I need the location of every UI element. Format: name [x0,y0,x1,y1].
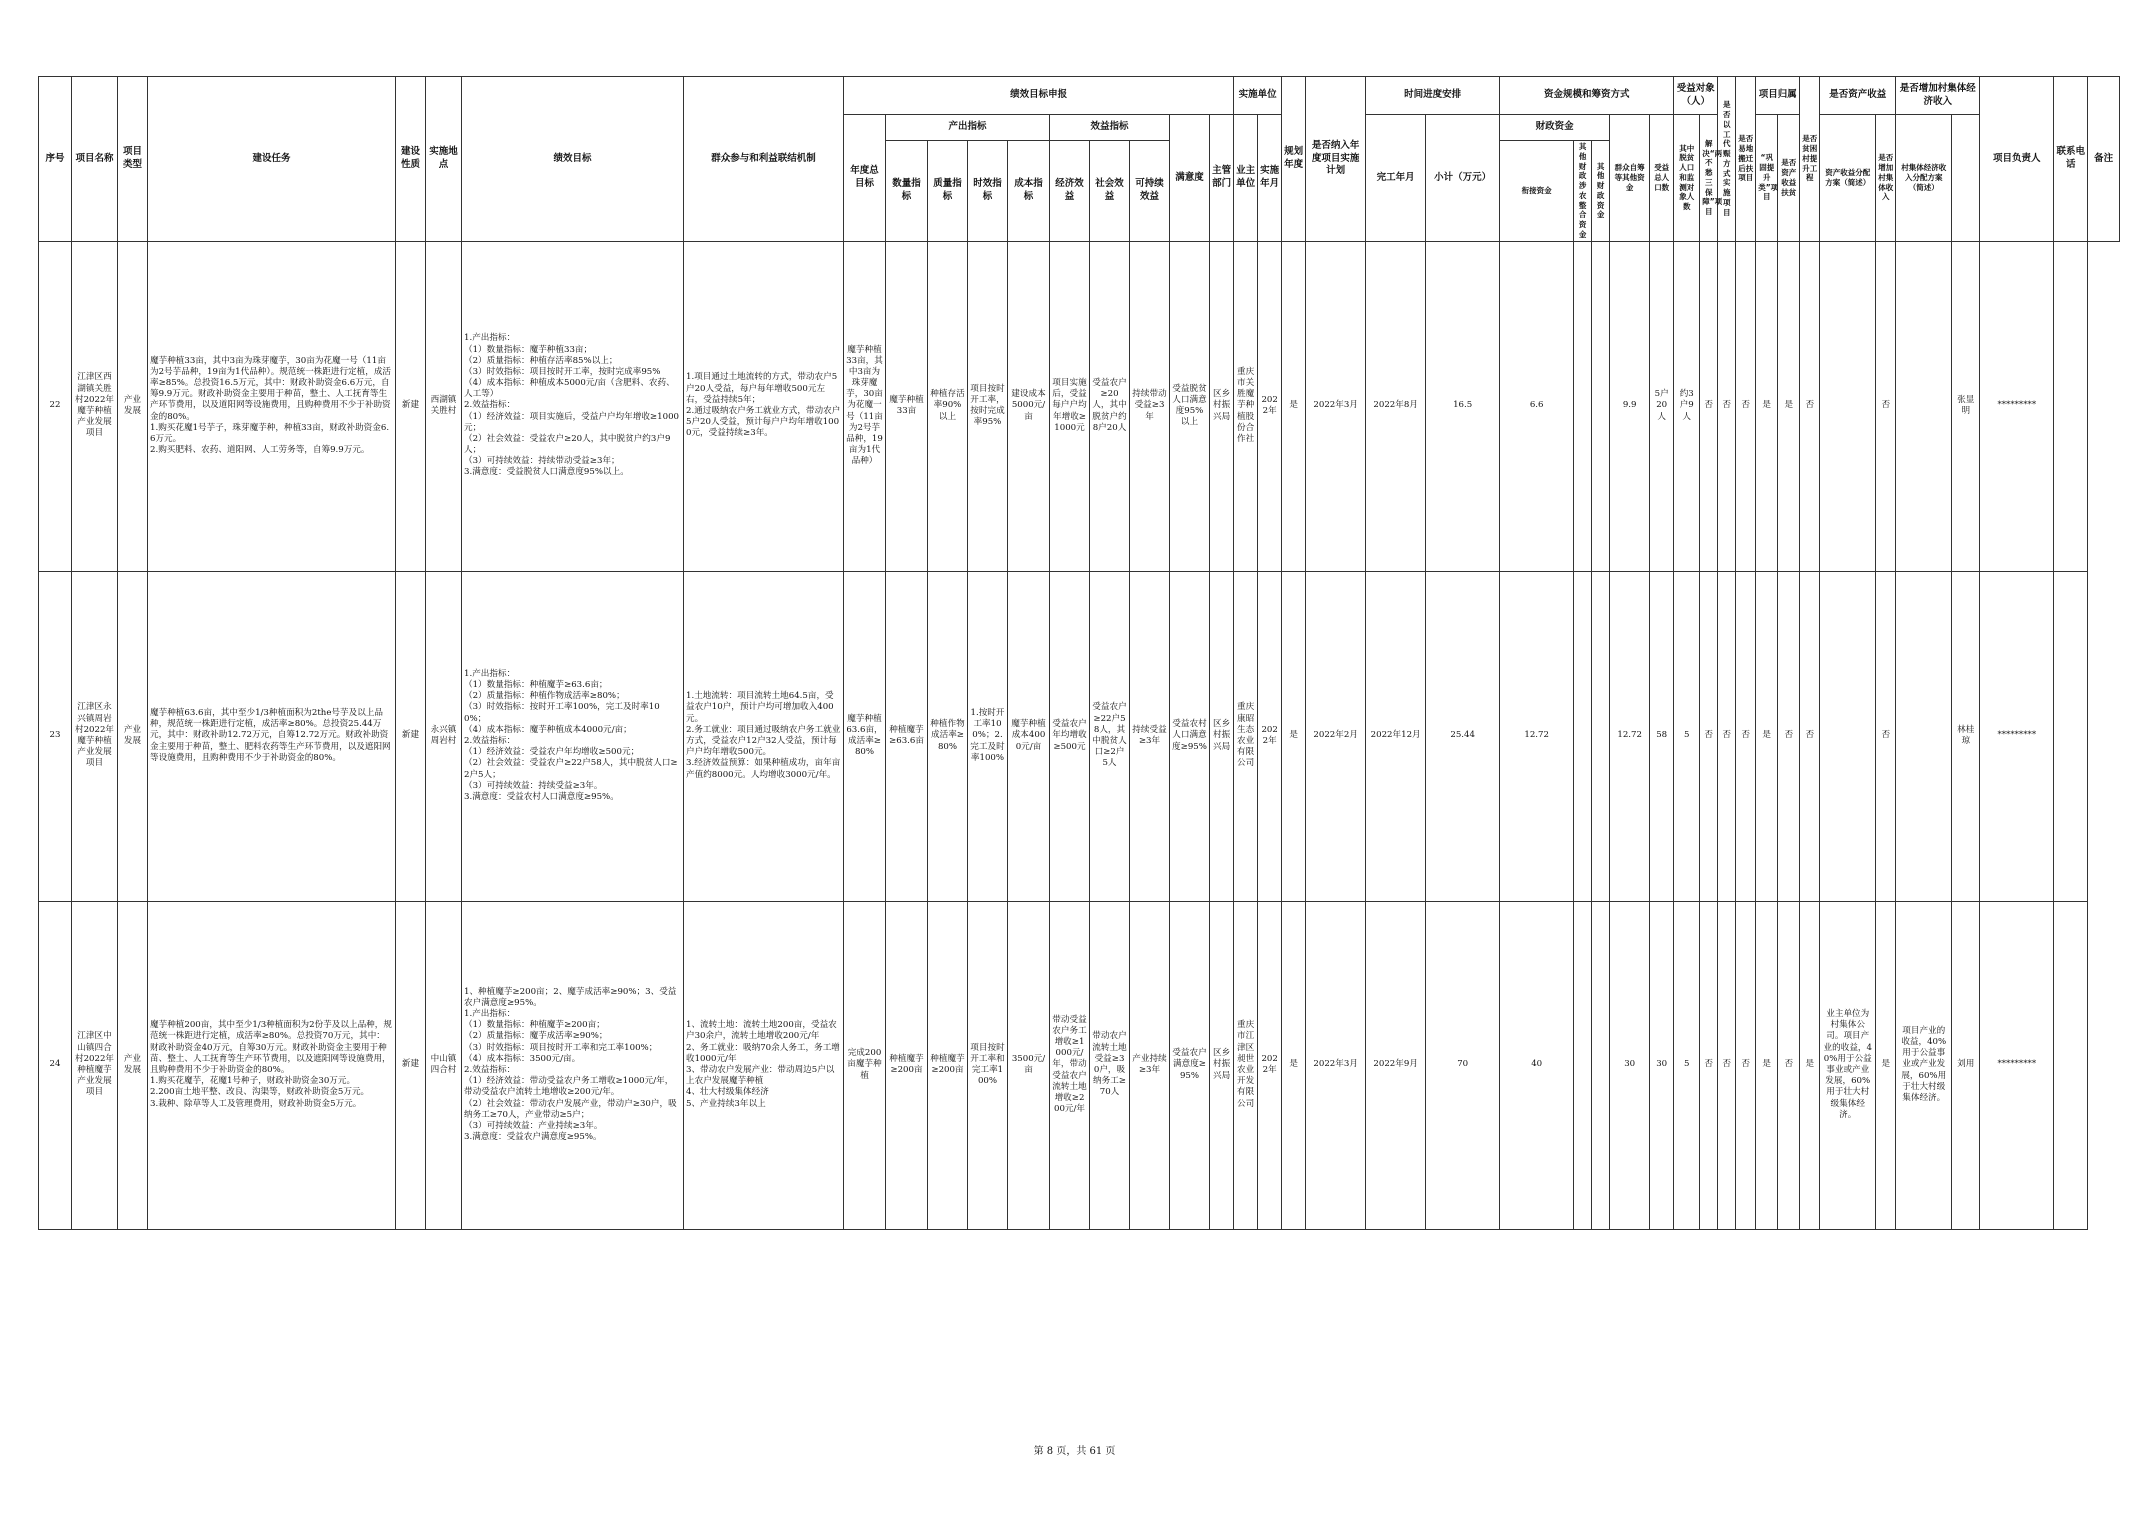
header-seq: 序号 [39,77,72,242]
header-collective: 是否增加村集体经济收入 [1896,77,1980,115]
cell-other-agri [1574,901,1592,1229]
header-two-none: 解决“两不愁三保障”项目 [1700,115,1718,242]
cell-mass: 1、流转土地：流转土地200亩，受益农户30余户，流转土地增收200元/年 2、务工就业：吸纳70余人务工，务工增收1000元/年 3、带动农户发展产业：带动周边5户以上农户发展魔芋种植 4、壮大村级集体经济 5、产业持续3年以上 [684,901,844,1229]
cell-social: 带动农户流转土地受益≥30户，吸纳务工≥70人 [1090,901,1130,1229]
cell-timely: 项目按时开工率和完工率100% [968,901,1008,1229]
cell-benef-total: 30 [1650,901,1674,1229]
cell-benef-poor: 5 [1674,571,1700,901]
cell-coll-plan: 项目产业的收益，40%用于公益事业或产业发展，60%用于壮大村级集体经济。 [1896,901,1952,1229]
cell-coll-yes: 否 [1876,571,1896,901]
cell-annual: 魔芋种植33亩，其中3亩为珠芽魔芋，30亩为花魔一号（11亩为2号芋品种，19亩为1代品种） [844,241,886,571]
cell-timely: 项目按时开工率，按时完成率95% [968,241,1008,571]
cell-remark [2054,571,2088,901]
cell-quality: 种植魔芋≥200亩 [928,901,968,1229]
cell-nature: 新建 [396,571,426,901]
cell-econ: 带动受益农户务工增收≥1000元/年，带动受益农户流转土地增收≥200元/年 [1050,901,1090,1229]
cell-perf: 1.产出指标： （1）数量指标：魔芋种植33亩； （2）质量指标：种植存活率85%以上； （3）时效指标：项目按时开工率，按时完成率95% （4）成本指标：种植成本5000元/亩（含肥料、农药、人工等） 2.效益指标： （1）经济效益：项目实施后，受益户户均年增收≥1000元； （2）社会效益：受益农户≥20人，其中脱贫户约3户9人； （3）可持续效益：持续带动受益≥3年； 3.满意度：受益脱贫人口满意度95%以上。 [462,241,684,571]
cell-plan-year: 2022年 [1258,241,1282,571]
header-plan-year: 规划年度 [1282,77,1306,242]
header-finish: 完工年月 [1366,115,1426,242]
cell-benef-poor: 5 [1674,901,1700,1229]
cell-leader: 刘用 [1952,901,1980,1229]
cell-asset-poor: 否 [1800,241,1820,571]
cell-subtotal: 25.44 [1426,571,1500,901]
cell-coll-plan [1896,571,1952,901]
cell-quality: 种植存活率90%以上 [928,241,968,571]
cell-mass: 1.项目通过土地流转的方式，带动农户5户20人受益，每户每年增收500元左右，受益持续5年； 2.通过吸纳农户务工就业方式，带动农户5户20人受益，预计每户户均年增收1000元，受益持续≥3年。 [684,241,844,571]
table-row [39,241,2120,571]
cell-leader: 林桂琼 [1952,571,1980,901]
cell-other-agri [1574,241,1592,571]
header-benefit: 效益指标 [1050,115,1170,141]
cell-annual: 魔芋种植63.6亩，成活率≥80% [844,571,886,901]
cell-ind-coop: 否 [1700,241,1718,571]
cell-cost: 建设成本5000元/亩 [1008,241,1050,571]
header-start: 实施年月 [1258,115,1282,242]
cell-consolidate: 是 [1756,571,1778,901]
cell-village: 否 [1778,901,1800,1229]
cell-other-fiscal [1592,241,1610,571]
cell-mgr-dept: 区乡村振兴局 [1210,571,1234,901]
cell-benef-total: 58 [1650,571,1674,901]
cell-in-plan: 是 [1282,241,1306,571]
header-name: 项目名称 [72,77,118,242]
header-sustain: 可持续效益 [1130,141,1170,242]
cell-finish: 2022年12月 [1366,571,1426,901]
cell-type: 产业发展 [118,241,148,571]
header-quality: 质量指标 [928,141,968,242]
cell-coll-yes: 否 [1876,241,1896,571]
table-row [39,901,2120,1229]
cell-social: 受益农户≥22户58人，其中脱贫人口≥2户5人 [1090,571,1130,901]
cell-task: 魔芋种植63.6亩，其中至少1/3种植面积为2the号芋及以上品种，规范统一株距进行定植，成活率≥80%。总投资25.44万元，其中：财政补助12.72万元，自筹12.72万元。财政补助资金主要用于种苗，整土、肥料农药等生产环节费用，以及遮阳网等设施费用，且购种费用不少于补助资金的80%。 [148,571,396,901]
cell-mgr-dept: 区乡村振兴局 [1210,241,1234,571]
header-asset: 是否资产收益 [1820,77,1896,115]
cell-type: 产业发展 [118,571,148,901]
header-perf-report: 绩效目标申报 [844,77,1234,115]
cell-relocation: 否 [1718,571,1736,901]
header-place: 实施地点 [426,77,462,242]
cell-perf: 1.产出指标： （1）数量指标：种植魔芋≥63.6亩； （2）质量指标：种植作物成活率≥80%； （3）时效指标：按时开工率100%，完工及时率100%； （4）成本指标：魔芋种植成本4000元/亩； 2.效益指标： （1）经济效益：受益农户年均增收≥500元； （2）社会效益：受益农户≥22户58人，其中脱贫人口≥2户5人； （3）可持续效益：持续受益≥3年。 3.满意度：受益农村人口满意度≥95%。 [462,571,684,901]
cell-place: 西湖镇关胜村 [426,241,462,571]
cell-qty: 种植魔芋≥200亩 [886,901,928,1229]
header-qty: 数量指标 [886,141,928,242]
project-table [38,76,2120,1230]
cell-cost: 魔芋种植成本4000元/亩 [1008,571,1050,901]
header-timely: 时效指标 [968,141,1008,242]
header-coll-yes: 是否增加村集体收入 [1876,115,1896,242]
cell-seq: 23 [39,571,72,901]
header-mass: 群众参与和利益联结机制 [684,77,844,242]
cell-asset-poor: 是 [1800,901,1820,1229]
cell-asset-plan [1820,241,1876,571]
header-annual: 年度总目标 [844,115,886,242]
cell-benef-total: 5户20人 [1650,241,1674,571]
cell-self-raise: 30 [1610,901,1650,1229]
header-asset-plan: 资产收益分配方案（简述） [1820,115,1876,242]
cell-perf: 1、种植魔芋≥200亩；2、魔芋成活率≥90%；3、受益农户满意度≥95%。 1.产出指标： （1）数量指标：种植魔芋≥200亩； （2）质量指标：魔芋成活率≥90%； （3）时效指标：项目按时开工率和完工率100%； （4）成本指标：3500元/亩。 2.效益指标： （1）经济效益：带动受益农户务工增收≥1000元/年，带动受益农户流转土地增收≥200元/年。 （2）社会效益：带动农户发展产业，带动户≥30户，吸纳务工≥70人，产业带动≥5户； （3）可持续效益：产业持续≥3年。 3.满意度：受益农户满意度≥95%。 [462,901,684,1229]
header-perf: 绩效目标 [462,77,684,242]
cell-type: 产业发展 [118,901,148,1229]
header-fiscal: 财政资金 [1500,115,1610,141]
cell-consolidate: 是 [1756,241,1778,571]
cell-consolidate: 是 [1756,901,1778,1229]
cell-benef-poor: 约3户9人 [1674,241,1700,571]
cell-mgr-dept: 区乡村振兴局 [1210,901,1234,1229]
cell-plan-year: 2022年 [1258,901,1282,1229]
cell-sustain: 持续带动受益≥3年 [1130,241,1170,571]
cell-in-plan: 是 [1282,901,1306,1229]
header-nature: 建设性质 [396,77,426,242]
cell-two-none: 否 [1736,901,1756,1229]
page-footer: 第 8 页，共 61 页 [1033,1446,1116,1457]
header-village: 是否贫困村提升工程 [1800,77,1820,242]
header-self-raise: 群众自筹等其他资金 [1610,115,1650,242]
header-in-plan: 是否纳入年度项目实施计划 [1306,77,1366,242]
cell-seq: 22 [39,241,72,571]
cell-social: 受益农户≥20人，其中脱贫户约8户20人 [1090,241,1130,571]
header-unit: 实施单位 [1234,77,1282,115]
header-funds: 资金规模和筹资方式 [1500,77,1674,115]
cell-asset-plan [1820,571,1876,901]
cell-place: 永兴镇周岩村 [426,571,462,901]
cell-owner: 重庆康昭生态农业有限公司 [1234,571,1258,901]
cell-remark [2054,241,2088,571]
cell-relocation: 否 [1718,241,1736,571]
cell-other-fiscal [1592,571,1610,901]
header-subtotal: 小计（万元） [1426,115,1500,242]
cell-owner: 重庆市江津区昶世农业开发有限公司 [1234,901,1258,1229]
header-benef-poor: 其中脱贫人口和监测对象人数 [1674,115,1700,242]
cell-qty: 魔芋种植33亩 [886,241,928,571]
cell-relocation: 否 [1718,901,1736,1229]
cell-other-agri [1574,571,1592,901]
cell-satisfy: 受益脱贫人口满意度95%以上 [1170,241,1210,571]
cell-two-none: 否 [1736,571,1756,901]
header-task: 建设任务 [148,77,396,242]
cell-place: 中山镇四合村 [426,901,462,1229]
cell-finish: 2022年8月 [1366,241,1426,571]
header-other-agri: 其他财政涉农整合资金 [1574,141,1592,242]
cell-plan-year: 2022年 [1258,571,1282,901]
cell-name: 江津区西湖镇关胜村2022年魔芋种植产业发展项目 [72,241,118,571]
cell-name: 江津区中山镇四合村2022年种植魔芋产业发展项目 [72,901,118,1229]
header-relocation: 是否易地搬迁后扶项目 [1736,77,1756,242]
header-social: 社会效益 [1090,141,1130,242]
header-asset-poor: 是否资产收益扶贫 [1778,115,1800,242]
cell-leader: 张显明 [1952,241,1980,571]
cell-timely: 1.按时开工率100%；2.完工及时率100% [968,571,1008,901]
cell-mass: 1.土地流转：项目流转土地64.5亩，受益农户10户，预计户均可增加收入400元。 2.务工就业：项目通过吸纳农户务工就业方式，受益农户12户32人受益，预计每户户均年增收500元。 3.经济效益预算：如果种植成功，亩年亩产值约8000元。人均增收3000元/年。 [684,571,844,901]
cell-nature: 新建 [396,901,426,1229]
header-ind-coop: 是否以工代赈方式实施项目 [1718,77,1736,242]
header-other-fiscal: 其他财政资金 [1592,141,1610,242]
header-phone: 联系电话 [2054,77,2088,242]
cell-econ: 项目实施后，受益每户户均年增收≥1000元 [1050,241,1090,571]
cell-cost: 3500元/亩 [1008,901,1050,1229]
header-cost: 成本指标 [1008,141,1050,242]
header-remark: 备注 [2088,77,2120,242]
cell-phone: ********* [1980,901,2054,1229]
header-output: 产出指标 [886,115,1050,141]
cell-satisfy: 受益农村人口满意度≥95% [1170,571,1210,901]
cell-coll-plan [1896,241,1952,571]
cell-nature: 新建 [396,241,426,571]
header-benef-total: 受益总人口数 [1650,115,1674,242]
header-belong: 项目归属 [1756,77,1800,115]
header-linked: 衔接资金 [1500,141,1574,242]
cell-asset-plan: 业主单位为村集体公司。项目产业的收益，40%用于公益事业或产业发展，60%用于壮大村级集体经济。 [1820,901,1876,1229]
cell-linked: 12.72 [1500,571,1574,901]
cell-ind-coop: 否 [1700,901,1718,1229]
cell-name: 江津区永兴镇周岩村2022年魔芋种植产业发展项目 [72,571,118,901]
cell-coll-yes: 是 [1876,901,1896,1229]
cell-in-plan: 是 [1282,571,1306,901]
header-schedule: 时间进度安排 [1366,77,1500,115]
cell-start: 2022年3月 [1306,901,1366,1229]
cell-subtotal: 70 [1426,901,1500,1229]
header-econ: 经济效益 [1050,141,1090,242]
cell-satisfy: 受益农户满意度≥95% [1170,901,1210,1229]
cell-owner: 重庆市关胜魔芋种植股份合作社 [1234,241,1258,571]
header-satisfy: 满意度 [1170,115,1210,242]
header-type: 项目类型 [118,77,148,242]
cell-linked: 6.6 [1500,241,1574,571]
cell-task: 魔芋种植200亩，其中至少1/3种植面积为2份芋及以上品种，规范统一株距进行定植，成活率≥80%。总投资70万元，其中：财政补助资金40万元，自筹30万元。财政补助资金主要用于种苗、整土、人工抚育等生产环节费用，以及遮阳网等设施费用，且购种费用不少于补助资金的80%。 1.购买花魔芋，花魔1号种子，财政补助资金30万元。 2.200亩土地平整、改良、沟渠等，财政补助资金5万元。 3.栽种、除草等人工及管理费用，财政补助资金5万元。 [148,901,396,1229]
cell-two-none: 否 [1736,241,1756,571]
cell-asset-poor: 否 [1800,571,1820,901]
cell-sustain: 产业持续≥3年 [1130,901,1170,1229]
cell-phone: ********* [1980,241,2054,571]
header-leader: 项目负责人 [1980,77,2054,242]
cell-linked: 40 [1500,901,1574,1229]
table-row [39,571,2120,901]
cell-finish: 2022年9月 [1366,901,1426,1229]
header-benef: 受益对象（人） [1674,77,1718,115]
cell-village: 否 [1778,571,1800,901]
header-owner: 业主单位 [1234,115,1258,242]
cell-annual: 完成200亩魔芋种植 [844,901,886,1229]
cell-start: 2022年3月 [1306,241,1366,571]
cell-seq: 24 [39,901,72,1229]
cell-quality: 种植作物成活率≥80% [928,571,968,901]
cell-econ: 受益农户年均增收≥500元 [1050,571,1090,901]
header-consolidate: “巩固提升类”项目 [1756,115,1778,242]
cell-ind-coop: 否 [1700,571,1718,901]
cell-other-fiscal [1592,901,1610,1229]
cell-subtotal: 16.5 [1426,241,1500,571]
cell-self-raise: 9.9 [1610,241,1650,571]
cell-remark [2054,901,2088,1229]
cell-sustain: 持续受益≥3年 [1130,571,1170,901]
header-mgr-dept: 主管部门 [1210,115,1234,242]
cell-qty: 种植魔芋≥63.6亩 [886,571,928,901]
cell-task: 魔芋种植33亩，其中3亩为珠芽魔芋，30亩为花魔一号（11亩为2号芋品种，19亩为1代品种）。规范统一株距进行定植，成活率≥85%。总投资16.5万元，其中：财政补助资金6.6万元，自筹9.9万元。财政补助资金主要用于种苗，整土、人工抚育等生产环节费用，以及道阳网等设施费用，且购种费用不少于补助资金的80%。 1.购买花魔1号芋子，珠芽魔芋种，种植33亩，财政补助资金6.6万元。 2.购买肥料、农药、道阳网、人工劳务等，自筹9.9万元。 [148,241,396,571]
cell-village: 是 [1778,241,1800,571]
cell-phone: ********* [1980,571,2054,901]
cell-start: 2022年2月 [1306,571,1366,901]
header-coll-plan: 村集体经济收入分配方案（简述） [1896,115,1952,242]
cell-self-raise: 12.72 [1610,571,1650,901]
